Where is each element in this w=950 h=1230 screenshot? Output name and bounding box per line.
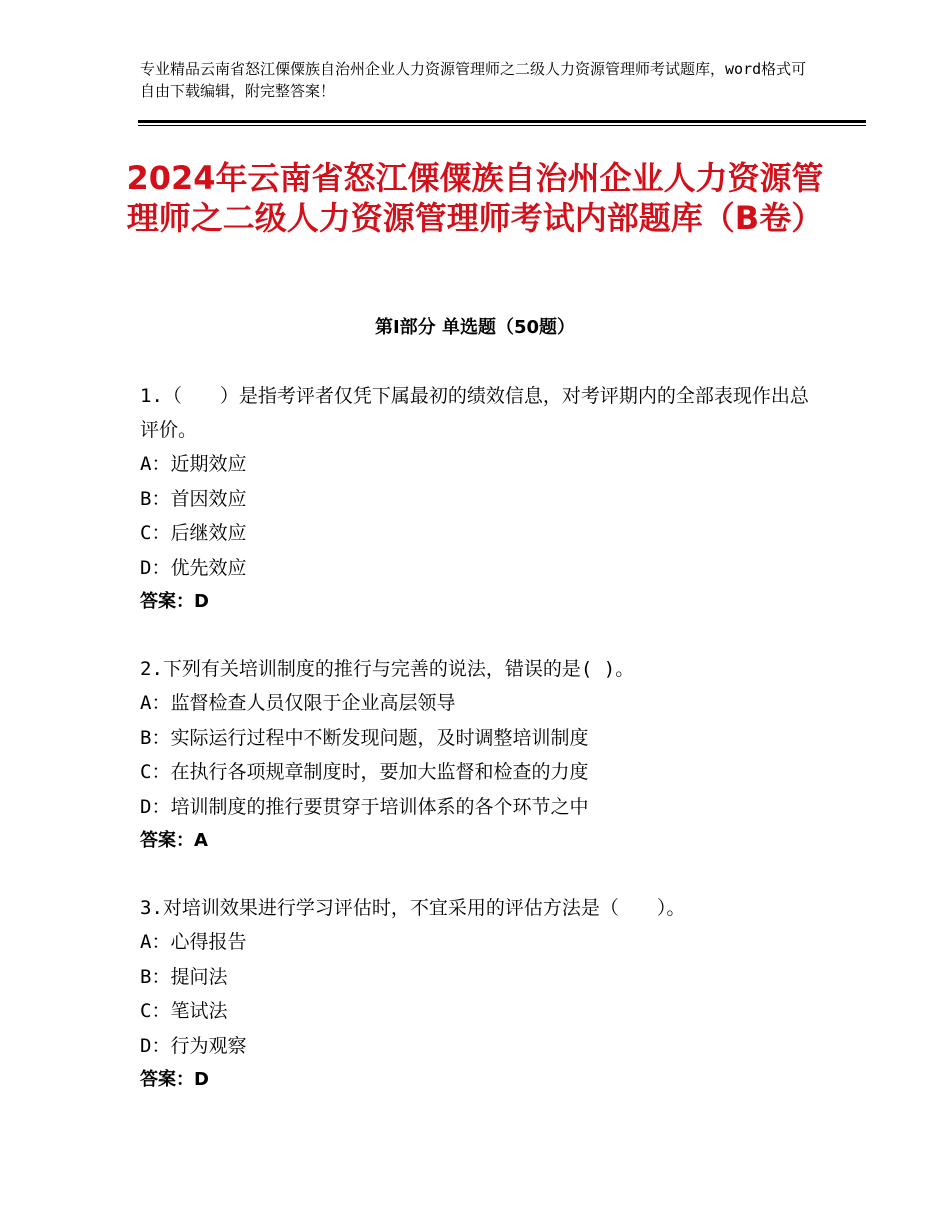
- option-d: D：优先效应: [140, 556, 247, 579]
- document-title: 2024年云南省怒江傈僳族自治州企业人力资源管理师之二级人力资源管理师考试内部题库（B卷）: [126, 159, 824, 237]
- question-1: [140, 379, 820, 619]
- answer: 答案：D: [140, 1069, 209, 1090]
- header-rule-thick: [138, 120, 866, 123]
- answer: 答案：A: [140, 830, 208, 851]
- option-b: B：实际运行过程中不断发现问题，及时调整培训制度: [140, 726, 589, 749]
- option-a: A：监督检查人员仅限于企业高层领导: [140, 692, 456, 714]
- header-note: 专业精品云南省怒江傈僳族自治州企业人力资源管理师之二级人力资源管理师考试题库，word格式可自由下载编辑，附完整答案！: [140, 60, 807, 100]
- question-stem: 1.（ ）是指考评者仅凭下属最初的绩效信息，对考评期内的全部表现作出总评价。: [140, 385, 809, 441]
- option-a: A：近期效应: [140, 453, 247, 475]
- question-stem: 3.对培训效果进行学习评估时，不宜采用的评估方法是（ ）。: [140, 897, 686, 919]
- option-c: C：在执行各项规章制度时，要加大监督和检查的力度: [140, 761, 589, 783]
- question-stem: 2.下列有关培训制度的推行与完善的说法，错误的是( )。: [140, 658, 635, 680]
- section-heading: 第Ⅰ部分 单选题（50题）: [374, 317, 575, 338]
- option-b: B：首因效应: [140, 487, 247, 510]
- question-3: [140, 891, 820, 1097]
- option-a: A：心得报告: [140, 931, 247, 953]
- header-rule-thin: [138, 125, 866, 126]
- option-d: D：行为观察: [140, 1034, 247, 1057]
- question-2: [140, 652, 820, 858]
- option-c: C：后继效应: [140, 522, 247, 544]
- option-d: D：培训制度的推行要贯穿于培训体系的各个环节之中: [140, 795, 589, 818]
- option-c: C：笔试法: [140, 1000, 228, 1022]
- option-b: B：提问法: [140, 965, 228, 988]
- answer: 答案：D: [140, 591, 209, 612]
